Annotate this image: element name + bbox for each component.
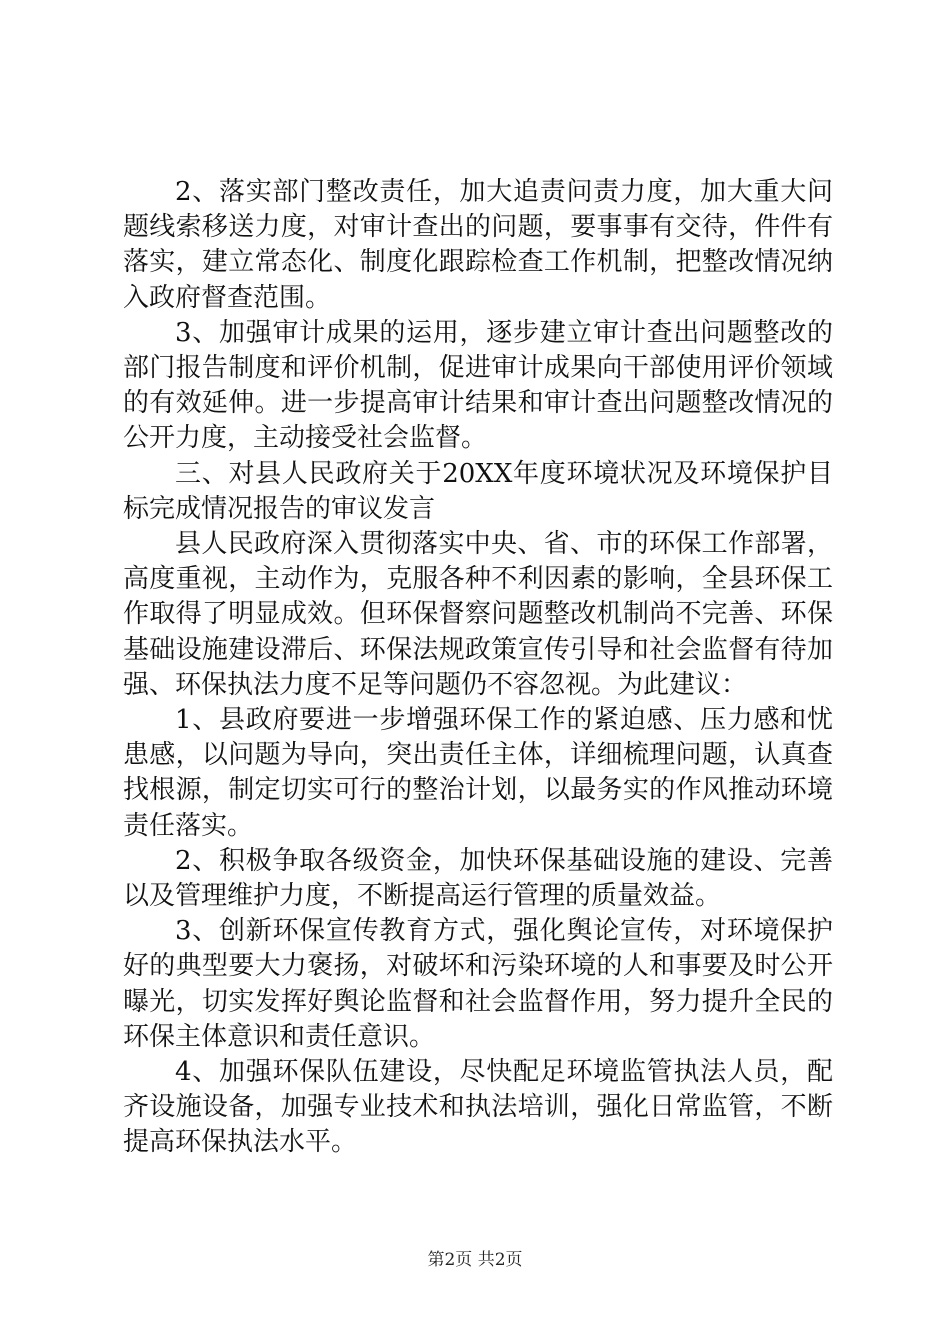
section-heading-environment-review: 三、对县人民政府关于20XX年度环境状况及环境保护目标完成情况报告的审议发言 xyxy=(123,458,833,524)
paragraph-audit-results-use: 3、加强审计成果的运用，逐步建立审计查出问题整改的部门报告制度和评价机制，促进审计成果向干部使用评价领域的有效延伸。进一步提高审计结果和审计查出问题整改情况的公开力度，主动接受社会监督。 xyxy=(123,317,833,454)
paragraph-suggestion-4: 4、加强环保队伍建设，尽快配足环境监管执法人员，配齐设施设备，加强专业技术和执法培训，强化日常监管，不断提高环保执法水平。 xyxy=(123,1057,833,1158)
page-number-footer: 第2页 共2页 xyxy=(427,1250,523,1270)
paragraph-suggestion-3: 3、创新环保宣传教育方式，强化舆论宣传，对环境保护好的典型要大力褒扬，对破坏和污染环境的人和事要及时公开曝光，切实发挥好舆论监督和社会监督作用，努力提升全民的环保主体意识和责任意识。 xyxy=(123,916,833,1052)
paragraph-environment-overview: 县人民政府深入贯彻落实中央、省、市的环保工作部署，高度重视，主动作为，克服各种不利因素的影响，全县环保工作取得了明显成效。但环保督察问题整改机制尚不完善、环保基础设施建设滞后、环保法规政策宣传引导和社会监督有待加强、环保执法力度不足等问题仍不容忽视。为此建议： xyxy=(123,529,833,700)
paragraph-suggestion-1: 1、县政府要进一步增强环保工作的紧迫感、压力感和忧患感，以问题为导向，突出责任主体，详细梳理问题，认真查找根源，制定切实可行的整治计划，以最务实的作风推动环境责任落实。 xyxy=(123,705,833,841)
document-body xyxy=(123,175,833,1161)
paragraph-rectification-responsibility: 2、落实部门整改责任，加大追责问责力度，加大重大问题线索移送力度，对审计查出的问题，要事事有交待，件件有落实，建立常态化、制度化跟踪检查工作机制，把整改情况纳入政府督查范围。 xyxy=(123,177,833,313)
paragraph-suggestion-2: 2、积极争取各级资金，加快环保基础设施的建设、完善以及管理维护力度，不断提高运行管理的质量效益。 xyxy=(123,845,833,912)
